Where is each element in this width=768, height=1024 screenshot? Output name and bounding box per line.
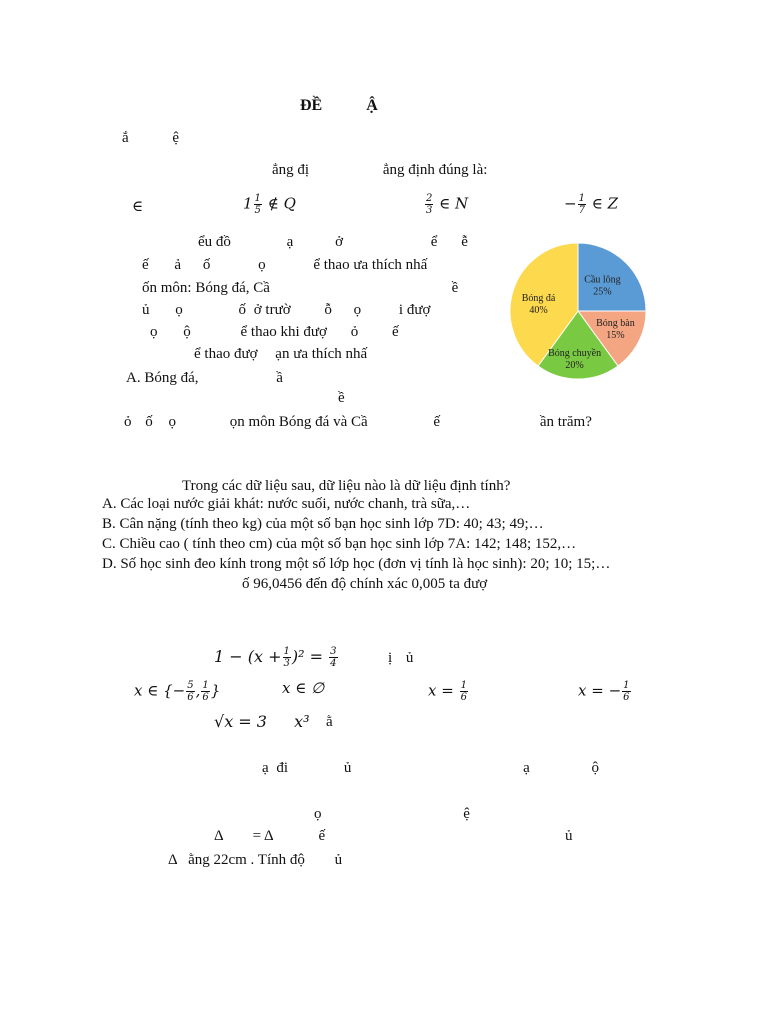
q9-line-2: Δ ằng 22cm . Tính độ ủ [168,852,343,868]
pie-category-label-2: Bóng chuyền [548,347,602,359]
pie-value-label-0: 25% [593,286,612,298]
q3-option-b: B. Cân nặng (tính theo kg) của một số bạn học sinh lớp 7D: 40; 43; 49;… [102,516,544,532]
q5-option-d: x = − $\frac{1}{6}$ [578,680,630,703]
q2-line-8: ề [338,390,345,406]
q3-option-a: A. Các loại nước giải khát: nước suối, nước chanh, trà sữa,… [102,496,471,512]
q2-line-3: ốn môn: Bóng đá, Cầ ề [142,280,459,296]
q2-line-2: ế ả ố ọ ể thao ưa thích nhấ [142,257,428,273]
q1-option-b: 1 $\frac{1}{5}$ ∉ Q [243,193,296,216]
sports-pie-chart [506,236,650,386]
q2-line-5: ọ ộ ể thao khi đượ ỏ ế [150,324,399,340]
pie-category-label-1: Bóng bàn [596,317,635,329]
q5-option-a: x ∈ {− $\frac{5}{6}$ , $\frac{1}{6}$ } [134,680,221,703]
q5-equation: 1 − (x + $\frac{1}{3}$ )² = $\frac{3}{4}$ [214,646,337,669]
q1-option-a: ∈ [132,197,144,215]
q3-option-c: C. Chiều cao ( tính theo cm) của một số bạn học sinh lớp 7A: 142; 148; 152,… [102,536,577,552]
pie-value-label-3: 40% [529,304,548,316]
q8-line: ọ ệ [314,806,470,822]
q2-line-7: A. Bóng đá, ầ [126,370,283,386]
q5-option-b: x ∈ ∅ [282,679,325,697]
q3-option-d: D. Số học sinh đeo kính trong một số lớp học (đơn vị tính là học sinh): 20; 10; 15;… [102,556,611,572]
pie-category-label-0: Cầu lông [584,274,621,286]
q6-equation: √x = 3 x³ [214,712,310,731]
q9-line-1: Δ = Δ ế ủ [214,828,573,844]
q3-prompt: Trong các dữ liệu sau, dữ liệu nào là dữ liệu định tính? [182,478,511,494]
page-title: ĐỀ Ậ [300,97,378,114]
q1-option-c: $\frac{2}{3}$ ∈ N [426,193,469,216]
q7-line: ạ đi ủ ạ ộ [262,760,600,776]
pie-category-label-3: Bóng đá [521,292,556,304]
q5-suffix: ị ủ [388,650,414,666]
section-label: ắ ệ [122,130,180,146]
q1-option-d: − $\frac{1}{7}$ ∈ Z [564,193,619,216]
q2-line-4: ủ ọ ố ở trườ ỗ ọ i đượ [142,302,431,318]
q6-tail: ằ [326,714,333,730]
q2-line-6: ể thao đượ ạn ưa thích nhấ [194,346,368,362]
q1-prompt: ẳng đị ẳng định đúng là: [272,162,488,178]
q2-line-9: ỏ ố ọ ọn môn Bóng đá và Cầ ế ần trăm? [124,414,592,430]
q2-line-1: ểu đồ ạ ở ể ễ [198,234,468,250]
q4-prompt: ố 96,0456 đến độ chính xác 0,005 ta đượ [242,576,488,592]
pie-value-label-2: 20% [565,359,584,371]
q5-option-c: x = $\frac{1}{6}$ [428,680,467,703]
pie-value-label-1: 15% [606,329,625,341]
